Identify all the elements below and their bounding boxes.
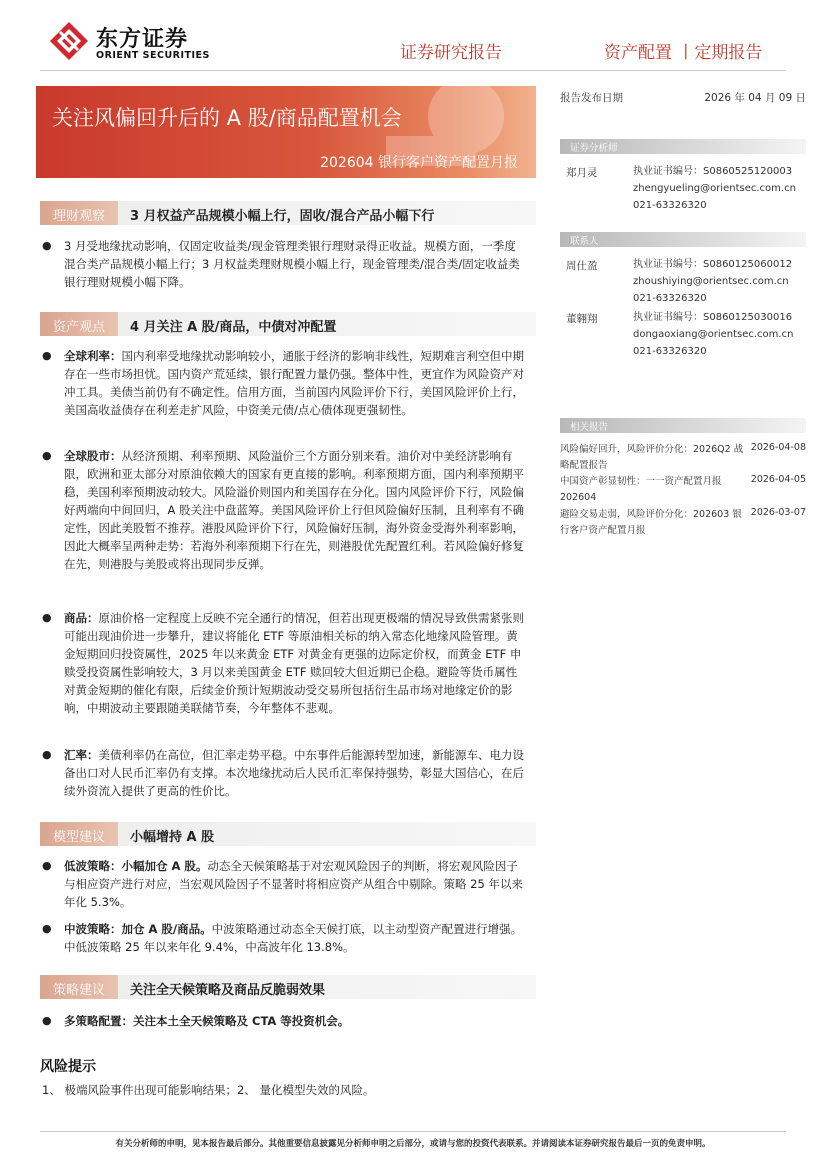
section-bar-model-suggestion (40, 822, 536, 846)
section-title: 关注全天候策略及商品反脆弱效果 (130, 983, 326, 998)
list-item: ● 全球股市：从经济预期、利率预期、风险溢价三个方面分别来看。油价对中美经济影响有限，欧洲和亚太部分对原油依赖大的国家有更直接的影响。利率预期方面，国内利率预期平稳，美国利率预期波动较大。风险溢价则国内和美国存在分化。国内风险评价下行，风险偏好两端向中间回归，A 股关注中盘蓝筹。美国风险评价上行但风险偏好压制，且利率有不确定性，因此美股暂不推荐。港股风险评价下行，风险偏好压制，海外资金受海外利率影响，因此大概率呈两种走势：若海外利率预期下行在先，则港股优先配置红利。若风险偏好修复在先，则港股与美股或将出现同步反弹。 (42, 449, 525, 571)
analyst-info (633, 163, 796, 214)
related-report-title[interactable]: 避险交易走弱，风险评价分化：202603 银行客户资产配置月报 (560, 509, 742, 536)
contact-info-2 (633, 309, 793, 360)
section-tag: 资产观点 (40, 312, 118, 336)
contact-phone: 021-63326320 (633, 346, 707, 357)
list-item: ● 多策略配置：关注本土全天候策略及 CTA 等投资机会。 (42, 1014, 350, 1028)
related-reports-header: 相关报告 (560, 418, 806, 433)
section-bar-strategy-suggestion (40, 975, 536, 999)
contact-cert: 执业证书编号：S0860125060012 (633, 259, 793, 270)
report-title: 关注风偏回升后的 A 股/商品配置机会 (52, 106, 402, 130)
analyst-phone: 021-63326320 (633, 200, 707, 211)
related-report-date: 2026-04-08 (750, 442, 806, 453)
section-tag: 模型建议 (40, 822, 118, 846)
report-type: 证券研究报告 (400, 43, 502, 63)
risk-title: 风险提示 (40, 1059, 96, 1075)
footer-divider (40, 1131, 786, 1132)
related-report-date: 2026-04-05 (750, 474, 806, 485)
section-title: 3 月权益产品规模小幅上行，固收/混合产品小幅下行 (130, 209, 435, 224)
list-item: ● 低波策略：小幅加仓 A 股。动态全天候策略基于对宏观风险因子的判断，将宏观风险因子与相应资产进行对应，当宏观风险因子不显著时将相应资产从组合中剔除。策略 25 年以来年化 5.3%。 (42, 859, 523, 909)
footer-disclaimer: 有关分析师的申明，见本报告最后部分。其他重要信息披露见分析师申明之后部分，或请与您的投资代表联系。并请阅读本证券研究报告最后一页的免责申明。 (115, 1139, 711, 1149)
contact-cert: 执业证书编号：S0860125030016 (633, 312, 793, 323)
section-title: 4 月关注 A 股/商品，中债对冲配置 (130, 320, 337, 335)
bullet-icon: ● (42, 611, 52, 624)
bullet-icon: ● (42, 1014, 52, 1027)
related-report-title[interactable]: 中国资产彰显韧性：一一资产配置月报 202604 (560, 476, 722, 503)
list-item: ● 3 月受地缘扰动影响，仅固定收益类/现金管理类银行理财录得正收益。规模方面，一季度混合类产品规模小幅上行；3 月权益类理财规模小幅上行，现金管理类/混合类/固定收益类银行理财规模小幅下降。 (42, 239, 520, 289)
section-title: 小幅增持 A 股 (130, 830, 215, 845)
orient-securities-logo (50, 20, 250, 66)
bullet-icon: ● (42, 922, 52, 935)
pub-date: 2026 年 04 月 09 日 (704, 92, 806, 104)
contact-header: 联系人 (560, 232, 806, 247)
risk-text: 1、 极端风险事件出现可能影响结果；2、 量化模型失效的风险。 (42, 1083, 375, 1097)
report-subtitle: 202604 银行客户资产配置月报 (320, 155, 518, 171)
report-category: 资产配置 丨定期报告 (604, 43, 763, 63)
list-item: ● 商品：原油价格一定程度上反映不完全通行的情况，但若出现更极端的情况导致供需紧张则可能出现油价进一步攀升，建议将能化 ETF 等原油相关标的纳入常态化地缘风险管理。黄金短期回归投资属性，2025 年以来黄金 ETF 对黄金有更强的边际定价权，而黄金 ETF 申赎受投资属性影响较大，3 月以来美国黄金 ETF 赎回较大但近期已企稳。避险等货币属性对黄金短期的催化有限，后续金价预计短期波动受交易所包括衍生品市场对地缘定价的影响，中期波动主要跟随美联储节奏，今年整体不悲观。 (42, 611, 524, 715)
contact-phone: 021-63326320 (633, 293, 707, 304)
analyst-name: 郑月灵 (566, 167, 598, 179)
related-report-title[interactable]: 风险偏好回升，风险评价分化：2026Q2 战略配置报告 (560, 444, 744, 471)
contact-email[interactable]: dongaoxiang@orientsec.com.cn (633, 329, 794, 340)
analyst-header: 证券分析师 (560, 139, 806, 154)
analyst-cert: 执业证书编号：S0860525120003 (633, 166, 793, 177)
title-banner (36, 86, 536, 178)
section-bar-wealth-observation (40, 201, 536, 225)
bullet-icon: ● (42, 239, 52, 252)
list-item: ● 中波策略：加仓 A 股/商品。中波策略通过动态全天候打底，以主动型资产配置进行增强。中低波策略 25 年以来年化 9.4%，中高波年化 13.8%。 (42, 922, 523, 954)
bullet-icon: ● (42, 449, 52, 462)
section-bar-asset-view (40, 312, 536, 336)
header-divider (40, 70, 786, 71)
related-report-date: 2026-03-07 (750, 507, 806, 518)
analyst-email[interactable]: zhengyueling@orientsec.com.cn (633, 183, 796, 194)
logo-text-en: ORIENT SECURITIES (96, 50, 210, 61)
list-item: ● 汇率：美债利率仍在高位，但汇率走势平稳。中东事件后能源转型加速，新能源车、电力设备出口对人民币汇率仍有支撑。本次地缘扰动后人民币汇率保持强势，彰显大国信心，在后续外资流入提供了更高的性价比。 (42, 748, 524, 798)
bullet-icon: ● (42, 859, 52, 872)
section-tag: 理财观察 (40, 201, 118, 225)
pub-date-label: 报告发布日期 (560, 92, 623, 104)
contact-info-1 (633, 256, 792, 307)
contact-name-1: 周仕盈 (566, 260, 598, 272)
contact-email[interactable]: zhoushiying@orientsec.com.cn (633, 276, 789, 287)
contact-name-2: 董翱翔 (566, 313, 598, 325)
bullet-icon: ● (42, 748, 52, 761)
bullet-icon: ● (42, 349, 52, 362)
list-item: ● 全球利率：国内利率受地缘扰动影响较小，通胀于经济的影响非线性，短期难言利空但中期存在一些市场担忧。国内资产荒延续，银行配置力量仍强。整体中性，更宜作为风险资产对冲工具。美债当前仍有不确定性。信用方面，当前国内风险评价下行，美国风险评价上行，美国高收益债存在利差走扩风险，中资美元债/点心债体现更强韧性。 (42, 349, 524, 417)
section-tag: 策略建议 (40, 975, 118, 999)
logo-mark-icon (50, 22, 88, 60)
logo-text-cn: 东方证券 (96, 27, 189, 52)
